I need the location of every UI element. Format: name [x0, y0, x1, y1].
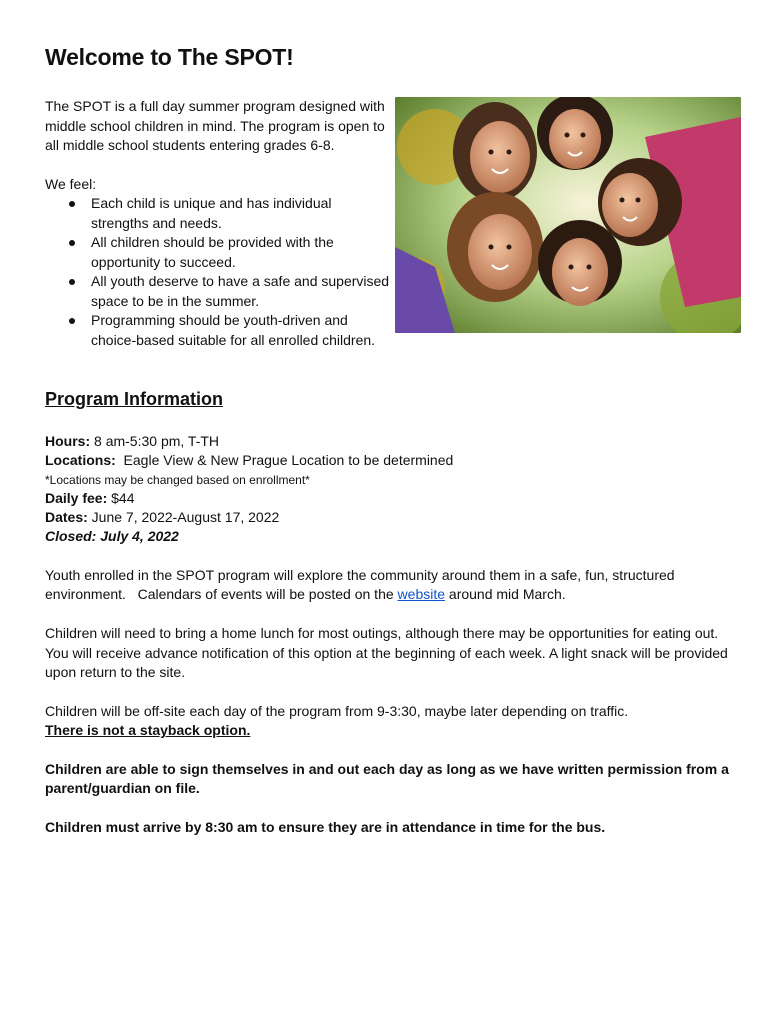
belief-item: Each child is unique and has individual strengths and needs. [91, 194, 390, 233]
paragraph-lunch: Children will need to bring a home lunch for most outings, although there may be opportunities for eating out. You will receive advance notification of this option at the beginning of each week. A light snack will be provided upon return to the site. [45, 625, 728, 681]
explore-text: Youth enrolled in the SPOT program will explore the community around them in a safe, fun, structured environment. Calendars of events will be posted on the [45, 567, 679, 603]
paragraph-explore [45, 566, 735, 605]
fee-label: Daily fee: [45, 489, 108, 506]
stayback-notice: There is not a stayback option. [45, 722, 251, 739]
locations-row [45, 451, 735, 470]
arrival-text: Children must arrive by 8:30 am to ensure they are in attendance in time for the bus. [45, 819, 606, 836]
website-link[interactable]: website [397, 586, 446, 603]
locations-label: Locations: [45, 452, 116, 469]
hours-label: Hours: [45, 433, 91, 449]
closed-row [45, 527, 735, 546]
paragraph-offsite [45, 702, 735, 741]
explore-text-end: around mid March. [445, 586, 566, 603]
belief-item: All youth deserve to have a safe and supervised space to be in the summer. [91, 272, 390, 311]
program-info [45, 432, 735, 546]
program-info-heading: Program Information [45, 389, 224, 409]
hours-row [45, 432, 735, 451]
offsite-text: Children will be off-site each day of the program from 9-3:30, maybe later depending on traffic. [45, 702, 629, 719]
paragraph-sign-in [45, 760, 735, 799]
sign-in-text: Children are able to sign themselves in and out each day as long as we have written permission from a parent/guardian on file. [45, 761, 729, 797]
hours-value: 8 am-5:30 pm, T-TH [90, 433, 220, 449]
intro-paragraph: The SPOT is a full day summer program designed with middle school children in mind. The program is open to all middle school students entering grades 6-8. [45, 98, 385, 153]
group-photo [395, 97, 741, 333]
belief-item: All children should be provided with the opportunity to succeed. [91, 233, 390, 272]
dates-value: June 7, 2022-August 17, 2022 [87, 508, 280, 525]
belief-item: Programming should be youth-driven and choice-based suitable for all enrolled children. [91, 311, 390, 350]
we-feel-label: We feel: [45, 175, 97, 192]
beliefs-list [45, 194, 390, 350]
page-title: Welcome to The SPOT! [45, 44, 294, 70]
closed-date: Closed: July 4, 2022 [45, 528, 179, 545]
dates-row [45, 508, 735, 527]
locations-value: Eagle View & New Prague Location to be determined [115, 452, 454, 469]
dates-label: Dates: [45, 508, 88, 525]
paragraph-arrival [45, 818, 735, 837]
fee-value: $44 [107, 489, 135, 506]
locations-note: *Locations may be changed based on enrollment* [45, 472, 310, 487]
program-details [45, 566, 735, 857]
fee-row [45, 489, 735, 508]
intro-section [45, 97, 390, 350]
